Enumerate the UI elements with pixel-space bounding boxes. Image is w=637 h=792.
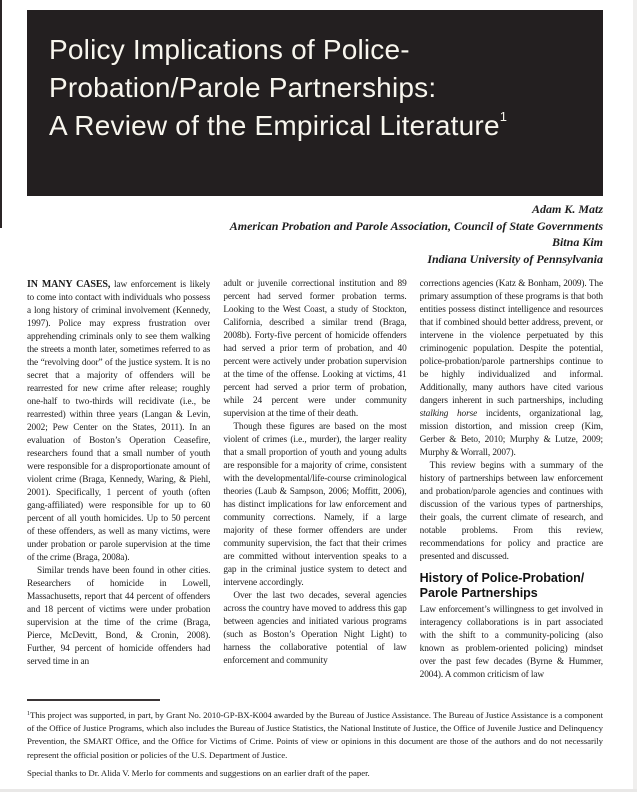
paper-title [27,10,603,145]
authors-block [27,201,603,267]
title-line-2: Probation/Parole Partnerships: [49,72,437,103]
footnote [27,708,603,762]
title-footnote-marker: 1 [499,109,508,124]
paragraph-text: incidents, organizational lag, mission distortion, and mission creep (Kim, Gerber & Beto, 2010; Murphy & Lutze, 2009; Murphy & Worrall, 2007). [419,409,603,458]
author-affiliation-1: American Probation and Parole Association, Council of State Governments [229,218,603,233]
author-name-1: Adam K. Matz [531,202,603,216]
paragraph [27,278,210,565]
thanks-note: Special thanks to Dr. Alida V. Merlo for comments and suggestions on an earlier draft of the paper. [27,767,370,778]
paragraph: This review begins with a summary of the history of partnerships between law enforcement and probation/parole agencies and continues with discussion of the various types of partnerships, their goals, the current climate of research, and notable problems. From this review, recommendations for policy and practice are presented and discussed. [419,461,603,562]
column-1 [27,278,210,696]
footnote-divider [27,699,160,701]
footnote-marker: 1 [27,711,30,717]
title-line-3: A Review of the Empirical Literature [49,110,500,141]
paragraph: Over the last two decades, several agencies across the country have moved to address this gap between agencies and initiated various programs (such as Boston’s Operation Night Light) to harness the collaborative potential of law enforcement and community [223,591,407,666]
scan-edge-right [633,0,637,792]
paragraph-text: corrections agencies (Katz & Bonham, 2009). The primary assumption of these programs is that both entities possess distinct intelligence and resources that if combined should better address, prevent, or intervene in the violence perpetuated by this criminogenic population. Despite the potential, police-probation/parole partnerships continue to be highly individualized and informal. Additionally, many authors have cited various dangers inherent in such partnerships, including [419,279,603,406]
emphasized-term: stalking horse [419,409,478,419]
paragraph: Though these figures are based on the most violent of crimes (i.e., murder), the larger reality that a small proportion of youth and young adults are responsible for a majority of crime, consistent with the developmental/life-course criminological theories (Laub & Sampson, 2006; Moffitt, 2006), has distinct implications for law enforcement and community corrections. Namely, if a large majority of these former offenders are under community supervision, the fact that their crimes are committed without intervention speaks to a gap in the criminal justice system to detect and intervene accordingly. [223,422,407,588]
author-name-2: Bitna Kim [551,235,603,249]
paragraph-text: law enforcement is likely to come into contact with individuals who possess a long history of criminal involvement (Kennedy, 1997). Police may express frustration over apprehending criminals only to see them walking the streets a month later, sometimes referred to as the “revolving door” of the justice system. It is no secret that a majority of offenders will be rearrested for new crime after release; roughly one-half to two-thirds will recidivate (i.e., be rearrested) within three years (Langan & Levin, 2002; Pew Center on the States, 2011). In an evaluation of Boston’s Operation Ceasefire, researchers found that a small number of youth were responsible for a disproportionate amount of violent crime (Braga, Kennedy, Waring, & Piehl, 2001). Specifically, 1 percent of youth (often gang-affiliated) were responsible for up to 60 percent of all youth homicides. Up to 50 percent of these offenders, as well as many victims, were under probation or parole supervision at the time of the crime (Braga, 2008a). [27,280,211,563]
paragraph: adult or juvenile correctional institution and 89 percent had served former probation terms. Looking to the West Coast, a study of Stockton, California, described a similar trend (Braga, 2008b). Forty-five percent of homicide offenders had served a prior term of probation, and 40 percent were actively under probation supervision at the time of the offense. Looking at victims, 41 percent had served a prior term of probation, while 24 percent were under community supervision at the time of their death. [223,279,407,419]
body-columns [27,278,603,696]
footnote-text: This project was supported, in part, by Grant No. 2010-GP-BX-K004 awarded by the Bureau of Justice Assistance. The Bureau of Justice Assistance is a component of the Office of Justice Programs, which also includes the Bureau of Justice Statistics, the National Institute of Justice, the Office of Juvenile Justice and Delinquency Prevention, the SMART Office, and the Office for Victims of Crime. Points of view or opinions in this document are those of the authors and do not necessarily represent the official position or policies of the U.S. Department of Justice. [27,710,603,760]
scan-edge-left [0,0,2,228]
section-heading-line-1: History of Police-Probation/ [419,571,585,585]
footnote-area [27,699,603,785]
section-heading [420,571,603,601]
paragraph [420,278,603,460]
paragraph-lead: IN MANY CASES, [27,279,111,290]
paragraph: Similar trends have been found in other cities. Researchers of homicide in Lowell, Massachusetts, report that 44 percent of offenders and 18 percent of victims were under probation supervision at the time of the crime (Braga, Pierce, McDevitt, Bond, & Cronin, 2008). Further, 94 percent of homicide offenders had served time in an [27,566,211,667]
author-affiliation-2: Indiana University of Pennsylvania [427,251,603,266]
title-line-1: Policy Implications of Police- [49,34,410,65]
section-heading-line-2: Parole Partnerships [419,586,538,600]
column-2 [223,278,406,696]
title-banner [27,10,603,196]
column-3 [420,278,603,696]
paragraph: Law enforcement’s willingness to get involved in interagency collaborations is in part associated with the shift to a community-policing (also known as problem-oriented policing) mindset over the past few decades (Byrne & Hummer, 2004). A common criticism of law [419,605,603,680]
